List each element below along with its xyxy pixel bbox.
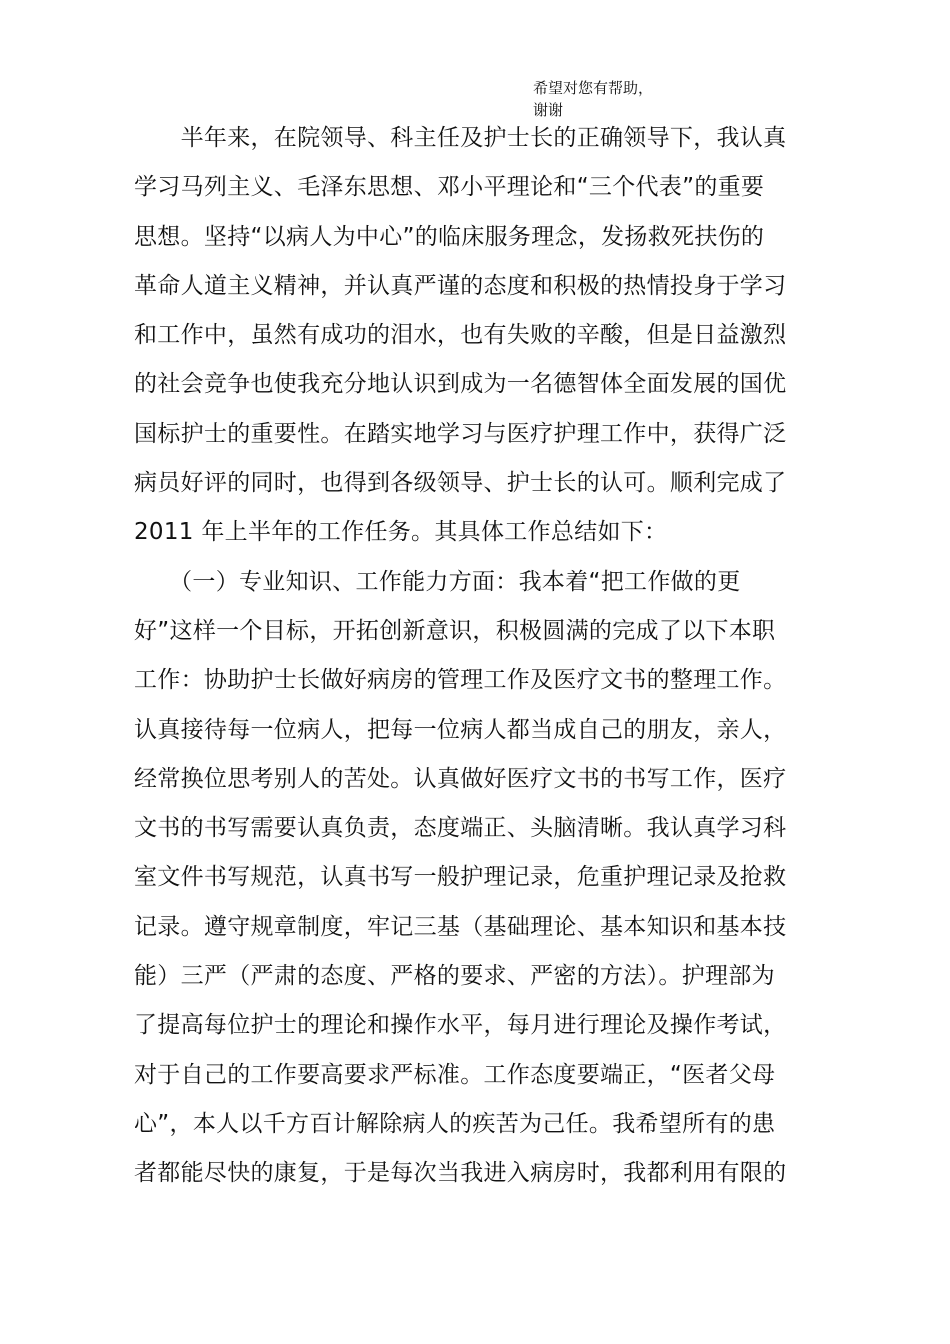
text-line: 和工作中，虽然有成功的泪水，也有失败的辛酸，但是日益激烈 bbox=[134, 322, 787, 349]
text-line: 工作：协助护士长做好病房的管理工作及医疗文书的整理工作。 bbox=[134, 667, 787, 694]
text-line: 半年来，在院领导、科主任及护士长的正确领导下，我认真 bbox=[134, 125, 787, 151]
text-line: 病员好评的同时，也得到各级领导、护士长的认可。顺利完成了 bbox=[134, 470, 787, 497]
text-line: 认真接待每一位病人，把每一位病人都当成自己的朋友，亲人， bbox=[134, 716, 787, 743]
text-line: （一）专业知识、工作能力方面：我本着“把工作做的更 bbox=[134, 568, 741, 595]
text-line: 对于自己的工作要高要求严标准。工作态度要端正，“医者父母 bbox=[134, 1061, 776, 1088]
text-line: 了提高每位护士的理论和操作水平，每月进行理论及操作考试， bbox=[134, 1012, 787, 1039]
text-line: 经常换位思考别人的苦处。认真做好医疗文书的书写工作，医疗 bbox=[134, 765, 787, 792]
text-line: 文书的书写需要认真负责，态度端正、头脑清晰。我认真学习科 bbox=[134, 815, 787, 842]
text-line: 室文件书写规范，认真书写一般护理记录，危重护理记录及抢救 bbox=[134, 864, 787, 891]
note-line: 希望对您有帮助， bbox=[533, 79, 654, 97]
text-line: 心”，本人以千方百计解除病人的疾苦为己任。我希望所有的患 bbox=[134, 1110, 776, 1137]
note-line: 谢谢 bbox=[533, 101, 564, 119]
text-line: 好”这样一个目标，开拓创新意识，积极圆满的完成了以下本职 bbox=[134, 617, 776, 644]
text-line: 2011 年上半年的工作任务。其具体工作总结如下： bbox=[134, 519, 668, 546]
text-line: 国标护士的重要性。在踏实地学习与医疗护理工作中，获得广泛 bbox=[134, 420, 787, 447]
text-line: 记录。遵守规章制度，牢记三基（基础理论、基本知识和基本技 bbox=[134, 913, 787, 940]
text-line: 者都能尽快的康复，于是每次当我进入病房时，我都利用有限的 bbox=[134, 1160, 787, 1187]
text-line: 思想。坚持“以病人为中心”的临床服务理念，发扬救死扶伤的 bbox=[134, 223, 765, 250]
text-line: 能）三严（严肃的态度、严格的要求、严密的方法）。护理部为 bbox=[134, 963, 775, 990]
document-body bbox=[134, 114, 834, 1199]
text-line: 学习马列主义、毛泽东思想、邓小平理论和“三个代表”的重要 bbox=[134, 174, 765, 201]
text-line: 的社会竞争也使我充分地认识到成为一名德智体全面发展的国优 bbox=[134, 371, 787, 398]
text-line: 革命人道主义精神，并认真严谨的态度和积极的热情投身于学习 bbox=[134, 272, 787, 299]
